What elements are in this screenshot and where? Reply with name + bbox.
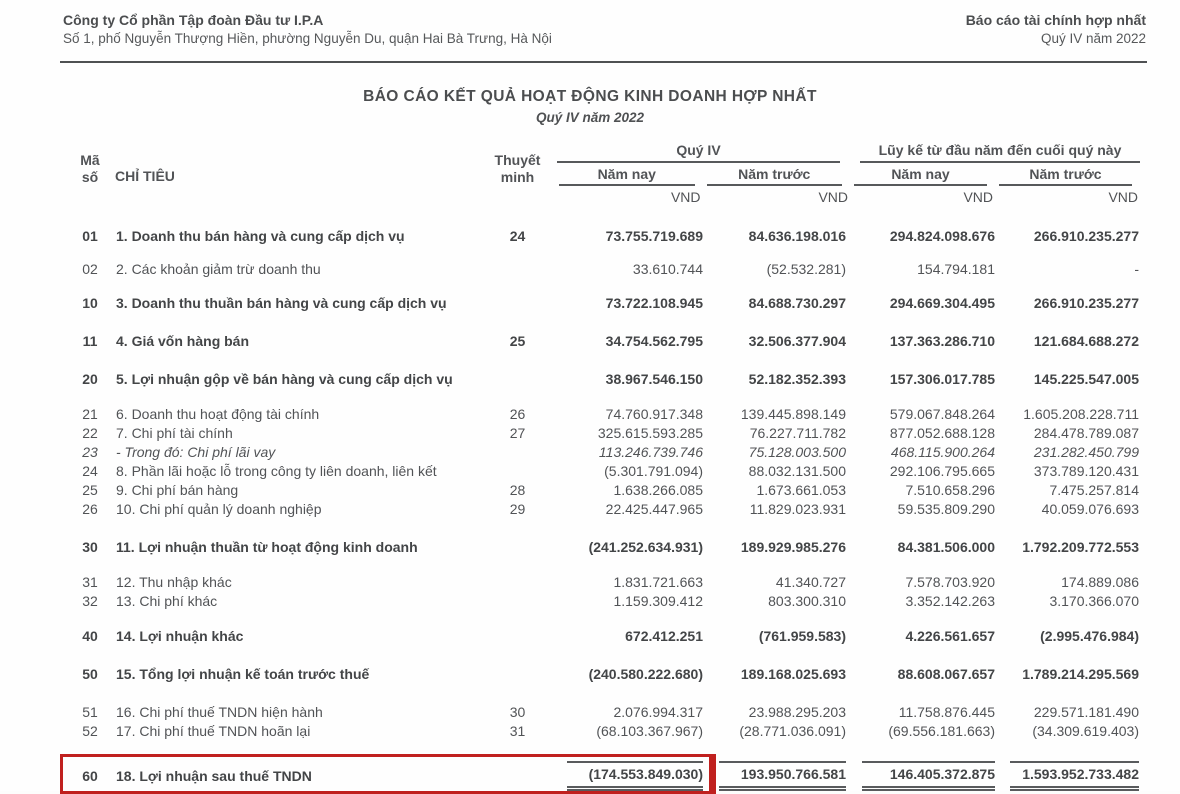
value-quarter-current: 672.412.251 [625, 628, 703, 644]
row-note [480, 443, 555, 462]
value-ytd-current: 88.608.067.657 [897, 666, 995, 682]
value-ytd-current: 7.578.703.920 [905, 574, 995, 590]
row-label: 18. Lợi nhuận sau thuế TNDN [116, 767, 312, 784]
value-quarter-prior [707, 761, 850, 791]
value-quarter-prior: 11.829.023.931 [749, 501, 846, 517]
unit-label: VND [818, 189, 848, 205]
row-label: 9. Chi phí bán hàng [116, 482, 239, 498]
row-code: 30 [82, 539, 98, 555]
value-ytd-prior: 174.889.086 [1061, 574, 1139, 590]
row-note: 26 [509, 406, 526, 422]
value-ytd-current: 137.363.286.710 [889, 333, 995, 349]
header-divider [60, 61, 1147, 63]
column-header-item [115, 142, 480, 205]
ytd-prior-year-header: Năm trước [999, 163, 1132, 186]
value-ytd-current: 154.794.181 [917, 261, 995, 277]
row-code: 02 [82, 261, 98, 277]
quarter-units [555, 186, 850, 205]
value-quarter-current: 325.615.593.285 [597, 425, 703, 441]
value-quarter-current: 33.610.744 [632, 261, 703, 277]
row-code: 21 [82, 406, 98, 422]
row-label: 5. Lợi nhuận gộp về bán hàng và cung cấp dịch vụ [116, 371, 453, 387]
company-address: Số 1, phố Nguyễn Thượng Hiền, phường Nguyễn Du, quận Hai Bà Trưng, Hà Nội [63, 31, 552, 46]
row-label: 13. Chi phí khác [116, 593, 218, 609]
value-ytd-current: 877.052.688.128 [889, 425, 995, 441]
row-note: 28 [509, 482, 526, 498]
value-ytd-prior: 145.225.547.005 [1033, 371, 1139, 387]
table-row [65, 627, 1140, 646]
report-meta-block [966, 12, 1146, 46]
value-quarter-current: 22.425.447.965 [605, 501, 703, 517]
row-note [480, 573, 555, 592]
row-code: 60 [82, 767, 98, 784]
value-quarter-current: 73.722.108.945 [605, 295, 703, 311]
row-label: 8. Phần lãi hoặc lỗ trong công ty liên doanh, liên kết [116, 463, 437, 479]
note-header-line2: minh [500, 169, 535, 185]
ytd-subheaders [850, 163, 1140, 186]
value-quarter-current: 113.246.739.746 [598, 444, 703, 460]
value-ytd-current: 84.381.506.000 [897, 539, 995, 555]
value-ytd-prior: 121.684.688.272 [1033, 333, 1139, 349]
value-ytd-prior: 1.789.214.295.569 [1022, 666, 1139, 682]
value-ytd-current: 4.226.561.657 [905, 628, 995, 644]
value-ytd-prior: 7.475.257.814 [1049, 482, 1139, 498]
note-header-line1: Thuyết [494, 152, 541, 168]
row-code: 20 [82, 371, 98, 387]
table-row [65, 592, 1140, 611]
table-header [65, 142, 1140, 205]
value-quarter-current: 73.755.719.689 [605, 228, 703, 244]
report-period: Quý IV năm 2022 [1040, 31, 1146, 46]
row-code: 50 [82, 666, 98, 682]
value-quarter-prior: 189.929.985.276 [740, 539, 846, 555]
row-code: 23 [82, 444, 98, 460]
table-row [65, 538, 1140, 557]
row-code: 26 [82, 501, 98, 517]
row-code: 51 [82, 704, 98, 720]
value-quarter-prior: 139.445.898.149 [740, 406, 846, 422]
value-quarter-prior: 76.227.711.782 [749, 425, 846, 441]
value-ytd-prior: 40.059.076.693 [1041, 501, 1139, 517]
value-ytd-current: 294.824.098.676 [889, 228, 995, 244]
value-quarter-current: 2.076.994.317 [613, 704, 703, 720]
table-row [65, 405, 1140, 424]
row-label: 11. Lợi nhuận thuần từ hoạt động kinh doanh [116, 539, 418, 555]
row-note: 25 [509, 333, 526, 349]
table-row [65, 443, 1140, 462]
table-row [65, 294, 1140, 313]
table-row [65, 500, 1140, 519]
value-ytd-prior: (2.995.476.984) [1040, 628, 1139, 644]
value-quarter-current: (240.580.222.680) [588, 666, 703, 682]
row-label: 4. Giá vốn hàng bán [116, 333, 250, 349]
value-ytd-prior: 266.910.235.277 [1033, 228, 1139, 244]
value-ytd-current: 468.115.900.264 [890, 444, 995, 460]
table-row [65, 260, 1140, 279]
table-row [65, 481, 1140, 500]
total-underlined-value: 1.593.952.733.482 [1010, 761, 1139, 791]
value-ytd-prior: - [1134, 261, 1139, 277]
value-quarter-prior: 23.988.295.203 [748, 704, 846, 720]
table-row [65, 424, 1140, 443]
value-ytd-current: 11.758.876.445 [898, 704, 995, 720]
value-quarter-prior: 84.636.198.016 [748, 228, 846, 244]
value-quarter-prior: 88.032.131.500 [748, 463, 846, 479]
quarter-current-year-header: Năm nay [559, 163, 695, 186]
table-row [65, 370, 1140, 389]
unit-label: VND [963, 189, 993, 205]
value-quarter-current: (5.301.791.094) [604, 463, 703, 479]
row-label: 3. Doanh thu thuần bán hàng và cung cấp dịch vụ [116, 295, 447, 311]
table-row [65, 703, 1140, 722]
value-ytd-prior: 266.910.235.277 [1033, 295, 1139, 311]
row-code: 01 [82, 228, 98, 244]
column-group-ytd [850, 142, 1140, 205]
column-header-note [480, 142, 555, 205]
row-label: 17. Chi phí thuế TNDN hoãn lại [116, 723, 311, 739]
column-group-quarter [555, 142, 850, 205]
report-type: Báo cáo tài chính hợp nhất [965, 12, 1146, 28]
quarter-group-label: Quý IV [557, 142, 840, 163]
total-underlined-value: 146.405.372.875 [862, 761, 995, 791]
value-quarter-prior: 803.300.310 [768, 593, 846, 609]
row-label: 2. Các khoản giảm trừ doanh thu [116, 261, 321, 277]
value-quarter-current: 34.754.562.795 [605, 333, 703, 349]
row-label: 12. Thu nhập khác [116, 574, 232, 590]
value-quarter-current: (68.103.367.967) [596, 723, 703, 739]
row-label: 1. Doanh thu bán hàng và cung cấp dịch vụ [116, 228, 405, 244]
unit-label: VND [670, 189, 701, 205]
company-name: Công ty Cổ phần Tập đoàn Đầu tư I.P.A [63, 12, 324, 28]
value-ytd-current: 3.352.142.263 [905, 593, 995, 609]
row-code: 31 [82, 574, 98, 590]
row-note: 24 [509, 228, 526, 244]
table-row [65, 761, 1140, 791]
row-code: 40 [82, 628, 98, 644]
value-ytd-prior: 373.789.120.431 [1033, 463, 1139, 479]
unit-label: VND [1108, 189, 1138, 205]
value-quarter-prior: 1.673.661.053 [756, 482, 846, 498]
row-label: 7. Chi phí tài chính [116, 425, 233, 441]
value-quarter-current: 1.638.266.085 [613, 482, 703, 498]
value-quarter-current: 1.159.309.412 [613, 593, 703, 609]
value-quarter-prior: 84.688.730.297 [748, 295, 846, 311]
item-header-label: CHỈ TIÊU [115, 167, 175, 184]
table-row [65, 462, 1140, 481]
row-label: 10. Chi phí quản lý doanh nghiệp [116, 501, 322, 517]
company-block [63, 12, 552, 46]
value-ytd-prior: 1.792.209.772.553 [1022, 539, 1139, 555]
value-ytd-current: (69.556.181.663) [888, 723, 995, 739]
row-label: - Trong đó: Chi phí lãi vay [116, 444, 276, 460]
row-note [480, 370, 555, 389]
row-note: 30 [509, 704, 526, 720]
value-quarter-current: 74.760.917.348 [605, 406, 703, 422]
value-quarter-prior: (28.771.036.091) [739, 723, 846, 739]
row-label: 15. Tổng lợi nhuận kế toán trước thuế [116, 666, 370, 682]
row-code: 25 [82, 482, 98, 498]
row-label: 6. Doanh thu hoạt động tài chính [116, 406, 320, 422]
code-header-line2: số [81, 169, 99, 185]
row-note [480, 260, 555, 279]
row-code: 10 [82, 295, 98, 311]
value-quarter-prior: (52.532.281) [766, 261, 846, 277]
row-label: 16. Chi phí thuế TNDN hiện hành [116, 704, 323, 720]
value-ytd-current: 157.306.017.785 [889, 371, 995, 387]
value-quarter-prior: 189.168.025.693 [740, 666, 846, 682]
table-row [65, 332, 1140, 351]
table-body [65, 227, 1140, 791]
row-code: 22 [82, 425, 98, 441]
row-note: 27 [509, 425, 526, 441]
quarter-prior-year-header: Năm trước [707, 163, 843, 186]
row-note [480, 294, 555, 313]
row-label: 14. Lợi nhuận khác [116, 628, 244, 644]
code-header-line1: Mã [80, 152, 100, 168]
value-quarter-current: 38.967.546.150 [605, 371, 703, 387]
value-ytd-prior: 229.571.181.490 [1033, 704, 1139, 720]
value-ytd-current [850, 761, 998, 791]
income-statement-table [65, 142, 1140, 791]
value-quarter-prior: (761.959.583) [758, 628, 846, 644]
table-row [65, 573, 1140, 592]
row-code: 32 [82, 593, 98, 609]
value-ytd-prior: 3.170.366.070 [1049, 593, 1139, 609]
value-quarter-current: 1.831.721.663 [613, 574, 703, 590]
value-quarter-prior: 41.340.727 [775, 574, 846, 590]
row-note [480, 627, 555, 646]
value-ytd-current: 579.067.848.264 [889, 406, 995, 422]
value-quarter-prior: 52.182.352.393 [748, 371, 846, 387]
quarter-subheaders [555, 163, 850, 186]
report-subtitle: Quý IV năm 2022 [535, 110, 645, 125]
table-row [65, 722, 1140, 741]
total-underlined-value: 193.950.766.581 [719, 761, 846, 791]
value-ytd-prior: 1.605.208.228.711 [1023, 406, 1139, 422]
value-ytd-prior: 231.282.450.799 [1033, 444, 1139, 460]
value-quarter-current: (241.252.634.931) [588, 539, 703, 555]
value-ytd-prior: 284.478.789.087 [1033, 425, 1139, 441]
total-underlined-value: (174.553.849.030) [567, 761, 703, 791]
value-ytd-current: 292.106.795.665 [889, 463, 995, 479]
row-code: 11 [82, 333, 98, 349]
value-ytd-prior [998, 761, 1140, 791]
row-note [480, 538, 555, 557]
value-quarter-prior: 32.506.377.904 [748, 333, 846, 349]
row-code: 52 [82, 723, 98, 739]
column-header-code [65, 142, 115, 205]
row-note: 29 [509, 501, 526, 517]
value-ytd-current: 7.510.658.296 [905, 482, 995, 498]
value-quarter-current [555, 761, 707, 791]
ytd-units [850, 186, 1140, 205]
row-note [480, 462, 555, 481]
ytd-current-year-header: Năm nay [854, 163, 987, 186]
row-note [480, 665, 555, 684]
row-code: 24 [82, 463, 98, 479]
table-row [65, 227, 1140, 246]
value-ytd-current: 59.535.809.290 [897, 501, 995, 517]
value-quarter-prior: 75.128.003.500 [748, 444, 846, 460]
page-header [63, 12, 1146, 46]
report-title: BÁO CÁO KẾT QUẢ HOẠT ĐỘNG KINH DOANH HỢP NHẤT [363, 88, 817, 105]
ytd-group-label: Lũy kế từ đầu năm đến cuối quý này [860, 142, 1140, 163]
table-row [65, 665, 1140, 684]
value-ytd-prior: (34.309.619.403) [1032, 723, 1139, 739]
row-note: 31 [509, 723, 526, 739]
row-note [480, 592, 555, 611]
value-ytd-current: 294.669.304.495 [889, 295, 995, 311]
